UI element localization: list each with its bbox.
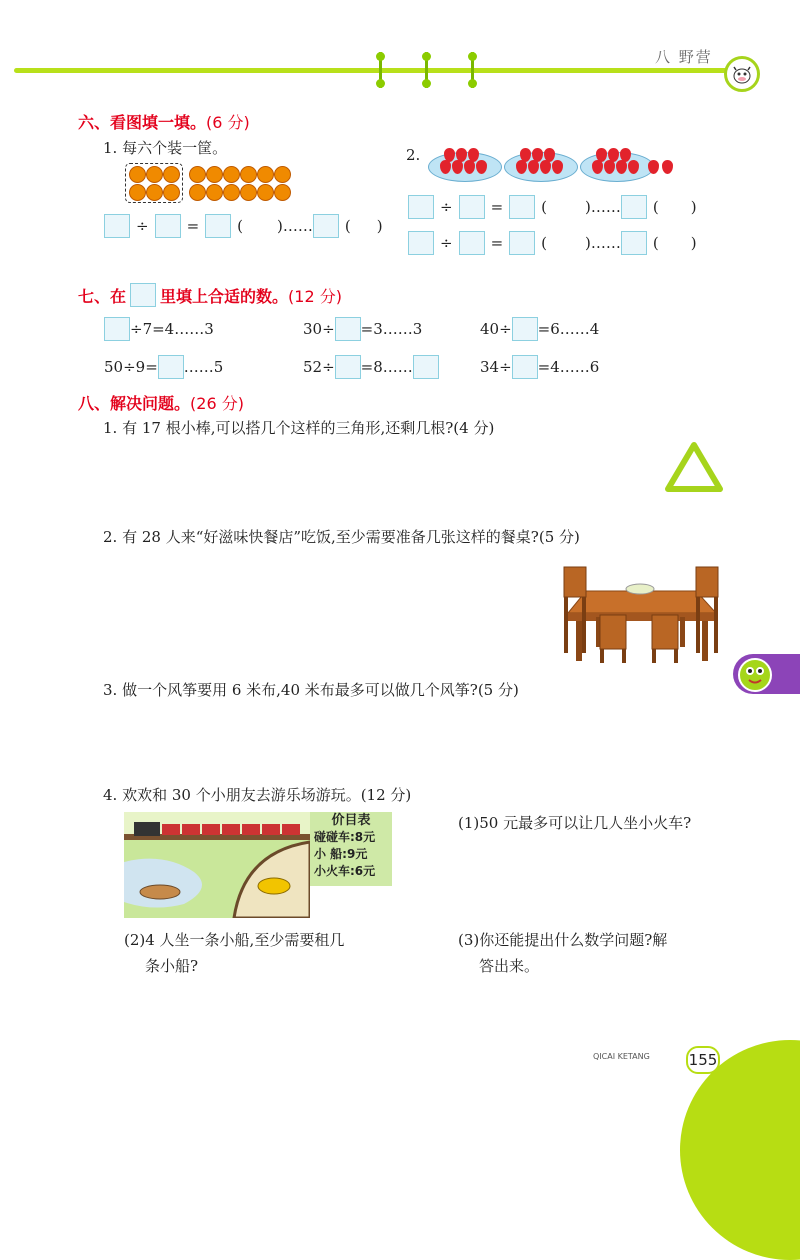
s8-q4-sub3-line2: 答出来。 bbox=[479, 957, 540, 975]
s7-eq-2: 30÷ =3……3 bbox=[303, 317, 422, 341]
price-table bbox=[310, 812, 392, 886]
price-row-boat: 小 船:9元 bbox=[314, 847, 368, 861]
answer-box[interactable] bbox=[509, 195, 535, 219]
chapter-title: 八 野营 bbox=[655, 48, 713, 66]
footer-brand: QICAI KETANG bbox=[593, 1052, 650, 1061]
answer-box[interactable] bbox=[512, 317, 538, 341]
s7-eq-4: 50÷9= ……5 bbox=[104, 355, 223, 379]
answer-box[interactable] bbox=[413, 355, 439, 379]
header-rule bbox=[14, 68, 736, 73]
binder-clip bbox=[468, 52, 476, 88]
section-8-title: 八、解决问题。(26 分) bbox=[78, 394, 244, 413]
answer-box[interactable] bbox=[335, 317, 361, 341]
answer-box[interactable] bbox=[335, 355, 361, 379]
s7-eq-5: 52÷ =8…… bbox=[303, 355, 439, 379]
answer-box[interactable] bbox=[408, 231, 434, 255]
s6-q1-label: 1. 每六个装一筐。 bbox=[103, 139, 228, 157]
answer-box[interactable] bbox=[158, 355, 184, 379]
s8-q4-sub3-line1: (3)你还能提出什么数学问题?解 bbox=[458, 931, 668, 949]
answer-box[interactable] bbox=[155, 214, 181, 238]
answer-box[interactable] bbox=[104, 317, 130, 341]
dining-table-image bbox=[556, 553, 726, 669]
s8-q4-sub1: (1)50 元最多可以让几人坐小火车? bbox=[458, 814, 692, 832]
strawberry-plates bbox=[428, 148, 668, 182]
s8-q4-sub2-line2: 条小船? bbox=[145, 957, 199, 975]
s8-q3: 3. 做一个风筝要用 6 米布,40 米布最多可以做几个风筝?(5 分) bbox=[103, 681, 519, 699]
answer-box[interactable] bbox=[621, 231, 647, 255]
s6-q2-equation-1: ÷ = ( ) …… ( ) bbox=[408, 195, 697, 219]
section-6-title: 六、看图填一填。(6 分) bbox=[78, 113, 250, 132]
price-row-bumper-car: 碰碰车:8元 bbox=[314, 830, 376, 844]
cow-mascot-icon bbox=[724, 56, 760, 92]
pumpkin-group bbox=[125, 163, 303, 203]
answer-box[interactable] bbox=[621, 195, 647, 219]
s8-q2: 2. 有 28 人来“好滋味快餐店”吃饭,至少需要准备几张这样的餐桌?(5 分) bbox=[103, 528, 580, 546]
price-row-train: 小火车:6元 bbox=[314, 864, 376, 878]
s6-q1-equation: ÷ = ( ) …… ( ) bbox=[104, 214, 383, 238]
s7-eq-6: 34÷ =4……6 bbox=[480, 355, 599, 379]
answer-box[interactable] bbox=[509, 231, 535, 255]
s8-q1: 1. 有 17 根小棒,可以搭几个这样的三角形,还剩几根?(4 分) bbox=[103, 419, 495, 437]
amusement-park-image bbox=[124, 812, 310, 918]
s7-eq-3: 40÷ =6……4 bbox=[480, 317, 599, 341]
answer-box[interactable] bbox=[459, 195, 485, 219]
section-7-title: 七、在 里填上合适的数。 (12 分) bbox=[78, 283, 342, 307]
s8-q4-sub2-line1: (2)4 人坐一条小船,至少需要租几 bbox=[124, 931, 345, 949]
binder-clip bbox=[422, 52, 430, 88]
price-table-title: 价目表 bbox=[331, 813, 371, 828]
box-sample bbox=[130, 283, 156, 307]
s6-q2-equation-2: ÷ = ( ) …… ( ) bbox=[408, 231, 697, 255]
page-number: 155 bbox=[686, 1046, 720, 1074]
binder-clip bbox=[376, 52, 384, 88]
answer-box[interactable] bbox=[313, 214, 339, 238]
s8-q4: 4. 欢欢和 30 个小朋友去游乐场游玩。(12 分) bbox=[103, 786, 412, 804]
s6-q2-label: 2. bbox=[406, 146, 421, 164]
stick-triangle-icon bbox=[664, 441, 724, 497]
frog-mascot-icon bbox=[738, 658, 772, 692]
answer-box[interactable] bbox=[104, 214, 130, 238]
answer-box[interactable] bbox=[512, 355, 538, 379]
answer-box[interactable] bbox=[408, 195, 434, 219]
s7-eq-1: ÷7=4……3 bbox=[104, 317, 214, 341]
answer-box[interactable] bbox=[459, 231, 485, 255]
answer-box[interactable] bbox=[205, 214, 231, 238]
